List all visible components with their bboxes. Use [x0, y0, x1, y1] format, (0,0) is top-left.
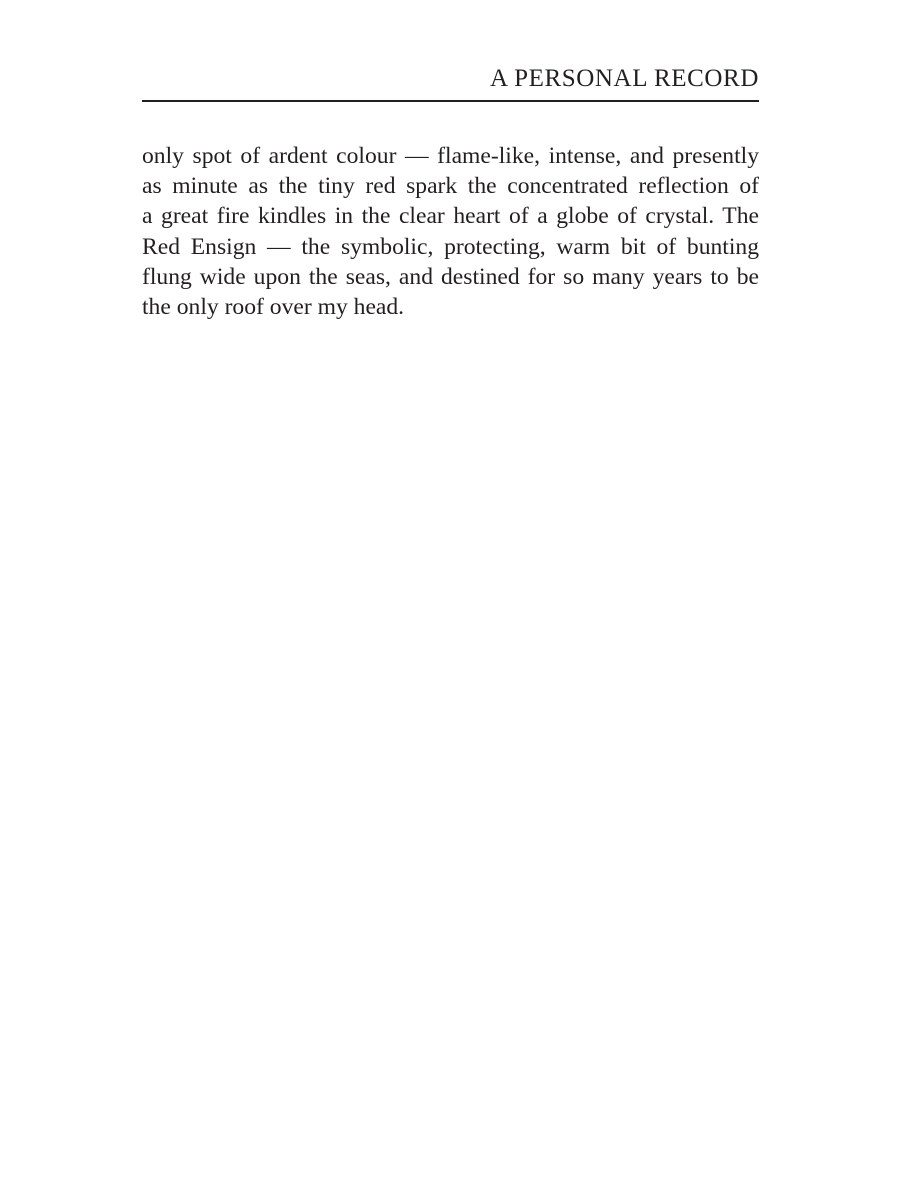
running-head-title: A PERSONAL RECORD	[489, 65, 759, 92]
body-paragraph	[142, 141, 759, 322]
text-line: a great fire kindles in the clear heart of a globe of crystal. The	[142, 203, 759, 230]
text-line: flung wide upon the seas, and destined for so many years to be	[142, 263, 759, 290]
text-line: Red Ensign — the symbolic, protecting, warm bit of bunting	[142, 233, 759, 260]
text-line: as minute as the tiny red spark the concentrated reflection of	[142, 173, 759, 200]
text-line: the only roof over my head.	[142, 293, 405, 320]
header-rule	[142, 100, 759, 102]
text-line: only spot of ardent colour — flame-like, intense, and presently	[142, 143, 759, 169]
